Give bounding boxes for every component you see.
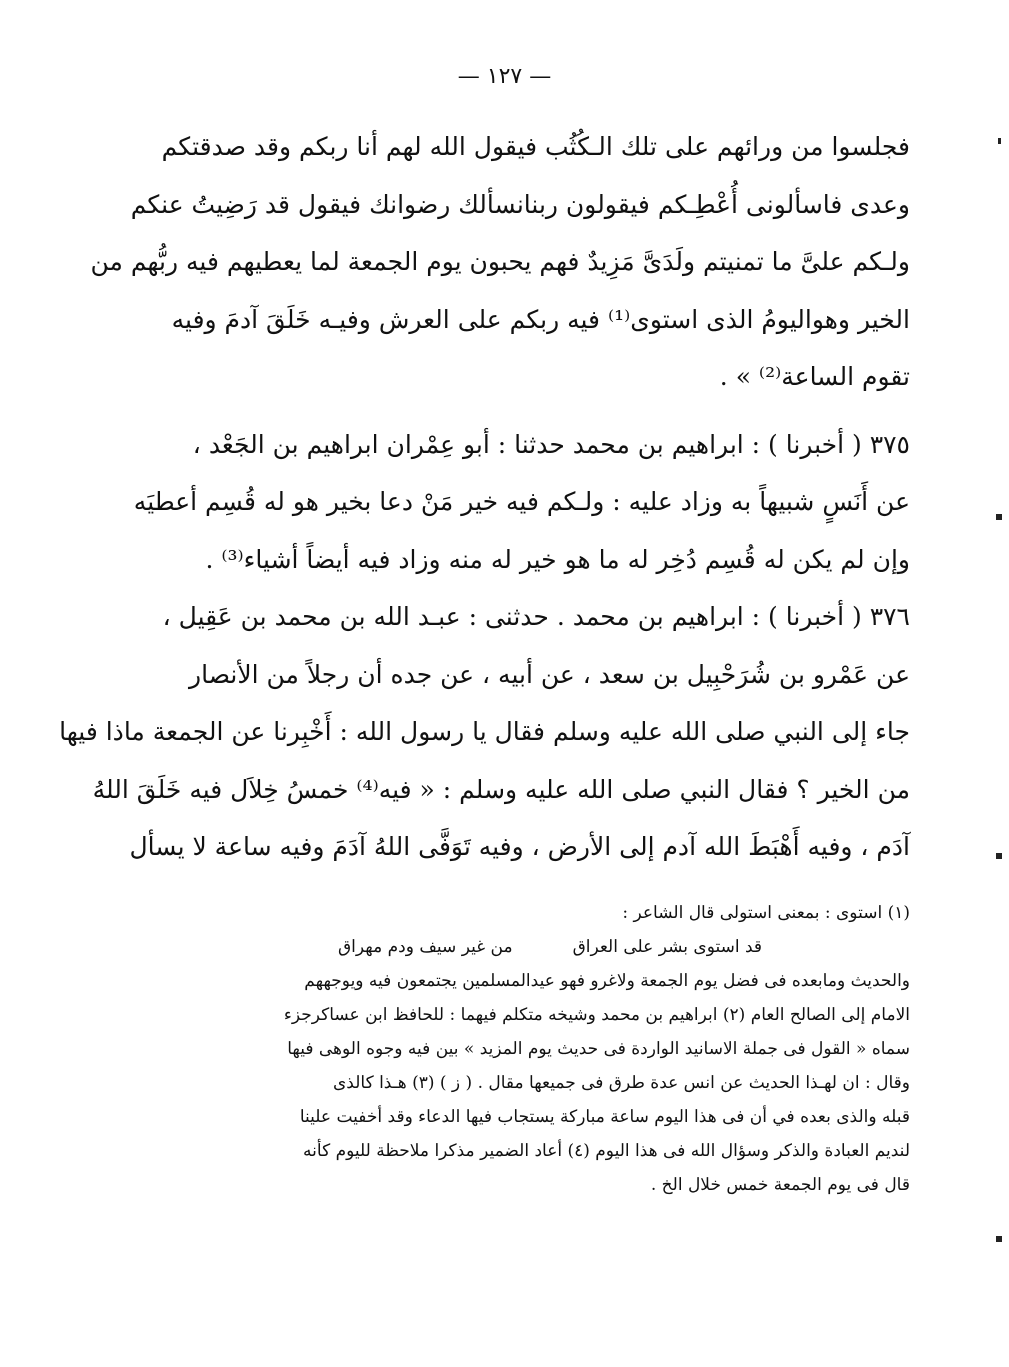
footnote-line: الامام إلى الصالح العام (٢) ابراهيم بن محمد وشيخه متكلم فيهما : للحافظ ابن عساكرجزء: [283, 1005, 910, 1025]
text-line: من الخير ؟ فقال النبي صلى الله عليه وسلم : « فيه⁽⁴⁾ خمسُ خِلاَل فيه خَلَقَ اللهُ: [92, 774, 910, 804]
footnote-line: لنديم العبادة والذكر وسؤال الله فى هذا اليوم (٤) أعاد الضمير مذكرا ملاحظة لليوم كأنه: [303, 1141, 910, 1161]
text-line: وإن لم يكن له قُسِم دُخِر له ما هو خير له منه وزاد فيه أيضاً أشياء⁽³⁾ .: [205, 544, 910, 574]
footnote-line: قبله والذى بعده في أن فى هذا اليوم ساعة مباركة يستجاب فيها الدعاء وقد أخفيت علينا: [299, 1107, 910, 1127]
text-line: ولـكم علىَّ ما تمنيتم ولَدَىَّ مَزِيدٌ فهم يحبون يوم الجمعة لما يعطيهم فيه ربُّهم من: [90, 247, 910, 276]
text-line: وعدى فاسألونى أُعْطِـكم فيقولون ربنانسألك رضوانك فيقول قد رَضِيتُ عنكم: [130, 189, 910, 219]
text-line: الخير وهواليومُ الذى استوى⁽¹⁾ فيه ربكم على العرش وفيـه خَلَقَ آدمَ وفيه: [171, 304, 910, 334]
margin-mark: [996, 514, 1002, 520]
footnote-line: وقال : ان لهـذا الحديث عن انس عدة طرق فى جميعها مقال . ( ز ) (٣) هـذا كالذى: [332, 1073, 910, 1093]
footnote-line: والحديث ومابعده فى فضل يوم الجمعة ولاغرو فهو عيدالمسلمين يجتمعون فيه ويوجههم: [304, 971, 910, 991]
footnote-line: سماه « القول فى جملة الاسانيد الواردة فى حديث يوم المزيد » بين فيه وجوه الوهى فيها: [287, 1039, 910, 1059]
margin-mark: [996, 1236, 1002, 1242]
poetry-verse: [190, 930, 910, 964]
footnote-line: قال فى يوم الجمعة خمس خلال الخ .: [650, 1175, 910, 1195]
footnotes: [190, 896, 910, 1202]
text-line: عن أَنَسٍ شبيهاً به وزاد عليه : ولـكم فيه خير مَنْ دعا بخير هو له قُسِم أعطيَه: [133, 487, 910, 516]
margin-mark: [996, 853, 1002, 859]
footnote-line: (١) استوى : بمعنى استولى قال الشاعر :: [622, 903, 910, 923]
hadith-376-line: ٣٧٦ ( أخبرنا ) : ابراهيم بن محمد . حدثنى : عبـد الله بن محمد بن عَقِيل ،: [162, 602, 910, 631]
text-line: تقوم الساعة⁽²⁾ » .: [719, 362, 910, 391]
text-line: فجلسوا من ورائهم على تلك الـكُثُب فيقول الله لهم أنا ربكم وقد صدقتكم: [161, 132, 910, 161]
text-line: عن عَمْرو بن شُرَحْبِيل بن سعد ، عن أبيه ، عن جده أن رجلاً من الأنصار: [189, 659, 910, 689]
text-line: جاء إلى النبي صلى الله عليه وسلم فقال يا رسول الله : أَخْبِرنا عن الجمعة ماذا فيها: [59, 717, 910, 746]
margin-mark: [998, 138, 1001, 144]
page-number: — ١٢٧ —: [457, 64, 552, 89]
main-text: [59, 118, 910, 876]
verse-hemistich-left: من غير سيف ودم مهراق: [337, 937, 513, 957]
verse-hemistich-right: قد استوى بشر على العراق: [572, 937, 763, 957]
hadith-375-line: ٣٧٥ ( أخبرنا ) : ابراهيم بن محمد حدثنا : أبو عِمْران ابراهيم بن الجَعْد ،: [192, 429, 910, 459]
text-line: آدَم ، وفيه أَهْبَطَ الله آدم إلى الأرض ، وفيه تَوَفَّى اللهُ آدَمَ وفيه ساعة لا يسأل: [129, 832, 910, 861]
